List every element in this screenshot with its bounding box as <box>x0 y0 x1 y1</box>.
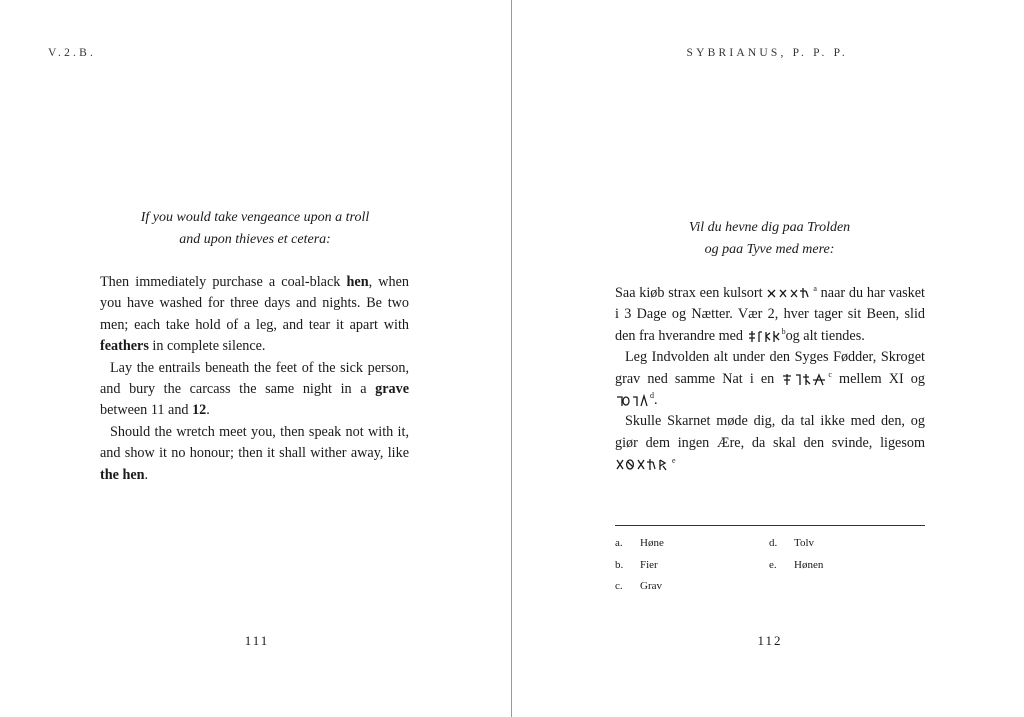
footnotes-column-1 <box>615 533 664 598</box>
text: Saa kiøb strax een kulsort <box>615 285 767 301</box>
footnote-ref: d <box>650 391 654 401</box>
text: Leg Indvolden alt under den Syges Fødder, Skroget grav ned samme Nat i en <box>615 349 925 387</box>
body-text-english <box>100 272 409 486</box>
cipher-glyph-feathers-icon <box>748 330 782 343</box>
bold-term: feathers <box>100 338 149 355</box>
heading-line-2: og paa Tyve med mere: <box>704 242 835 257</box>
footnote-mark: a. <box>615 537 623 549</box>
running-head-left: V.2.B. <box>48 47 97 59</box>
bold-term: hen <box>346 274 369 290</box>
paragraph-1 <box>615 283 925 347</box>
footnote-item <box>769 555 823 577</box>
bold-term: 12 <box>192 402 207 419</box>
cipher-glyph-grave-icon <box>782 373 828 386</box>
paragraph-3 <box>615 411 925 475</box>
text: Skulle Skarnet møde dig, da tal ikke med den, og giør dem ingen Ære, da skal den svinde, ligesom <box>615 413 925 451</box>
text: Should the wretch meet you, then speak not with it, and show it no honour; then it shall wither away, like <box>100 423 409 462</box>
text: mellem XI og <box>831 370 925 387</box>
heading-line-1: If you would take vengeance upon a troll <box>140 210 370 225</box>
text: og alt tiendes. <box>785 327 865 344</box>
footnote-mark: c. <box>615 580 623 592</box>
right-page <box>513 0 1024 717</box>
text: . <box>144 466 149 483</box>
cipher-glyph-twelve-icon <box>616 394 650 407</box>
bold-term: the hen <box>100 466 145 483</box>
section-heading-danish <box>615 217 924 261</box>
footnote-text: Høne <box>640 537 664 549</box>
footnote-mark: e. <box>769 558 777 571</box>
paragraph-2 <box>100 358 409 422</box>
paragraph-2 <box>615 347 925 411</box>
heading-line-1: Vil du hevne dig paa Trolden <box>688 220 851 235</box>
text: Then immediately purchase a coal-black <box>100 274 347 290</box>
section-heading-english <box>100 207 410 251</box>
heading-line-2: and upon thieves et cetera: <box>179 232 331 247</box>
text: . <box>654 392 658 409</box>
text: in complete silence. <box>148 338 266 355</box>
footnote-text: Hønen <box>794 558 824 571</box>
paragraph-3 <box>100 422 409 486</box>
footnote-ref: c <box>828 369 832 379</box>
footnote-item <box>615 555 664 577</box>
footnote-text: Tolv <box>794 537 815 549</box>
footnote-item <box>615 576 664 598</box>
footnote-rule <box>615 525 925 526</box>
footnote-item <box>769 533 823 555</box>
footnote-item <box>615 533 664 555</box>
footnote-text: Grav <box>640 580 662 592</box>
page-number-left: 111 <box>244 633 270 648</box>
cipher-glyph-the-hen-icon <box>616 458 672 471</box>
bold-term: grave <box>375 381 409 398</box>
text: , when you have washed for three days and nights. Be two men; each take hold of a leg, and tear it apart with <box>100 274 409 333</box>
text: Lay the entrails beneath the feet of the sick person, and bury the carcass the same night in a <box>100 359 409 398</box>
footnote-ref: b <box>781 327 786 337</box>
footnotes-column-2 <box>769 533 823 576</box>
cipher-glyph-hen-icon <box>767 287 813 300</box>
running-head-right: SYBRIANUS, P. P. P. <box>686 47 848 59</box>
footnote-ref: a <box>813 284 817 294</box>
footnote-mark: d. <box>769 537 778 549</box>
footnote-ref: e <box>672 455 676 465</box>
text: naar du har vasket i 3 Dage og Nætter. Vær 2, hver tager sit Been, slid den fra hverandre med <box>615 285 925 344</box>
footnote-text: Fier <box>640 558 658 571</box>
text: between 11 and <box>100 402 193 419</box>
paragraph-1 <box>100 272 409 358</box>
page-number-right: 112 <box>757 633 783 648</box>
text: . <box>206 402 210 419</box>
body-text-danish <box>615 283 925 476</box>
footnote-mark: b. <box>615 558 624 571</box>
